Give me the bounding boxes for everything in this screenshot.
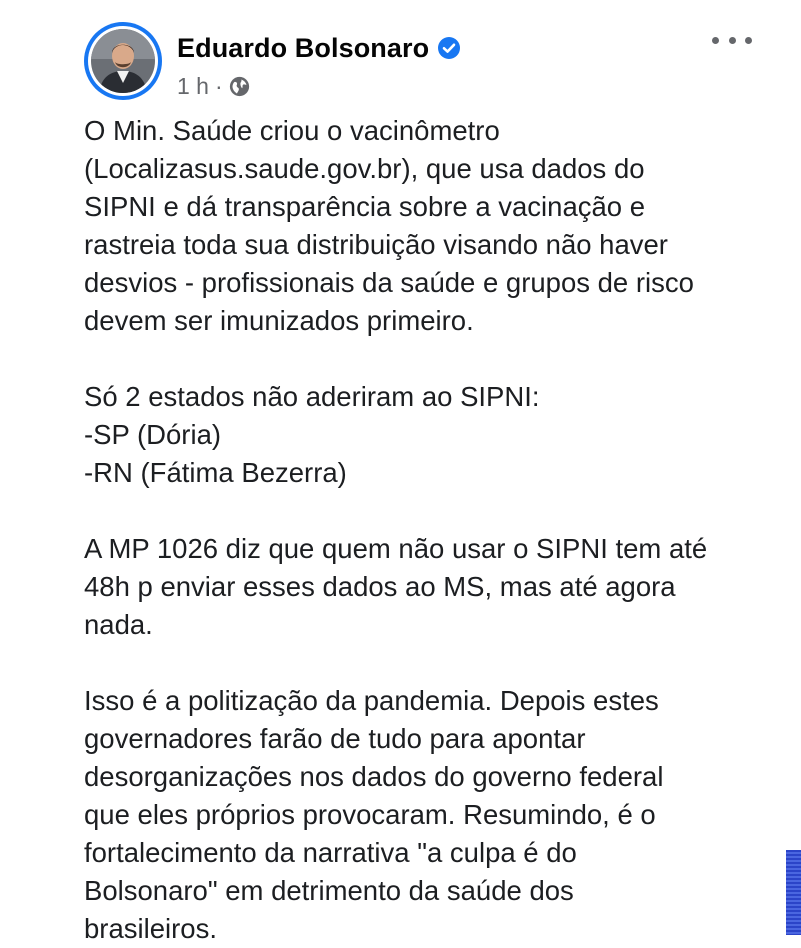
post-paragraph: O Min. Saúde criou o vacinômetro (Localizasus.saude.gov.br), que usa dados do SIPNI e dá transparência sobre a vacinação e rastreia toda sua distribuição visando não haver desvios - profissionais da saúde e grupos de risco devem ser imunizados primeiro.: [84, 115, 694, 336]
post-meta: [177, 72, 250, 100]
more-options-icon: [745, 37, 752, 44]
author-name[interactable]: Eduardo Bolsonaro: [177, 32, 430, 63]
post-text: [84, 112, 784, 948]
more-options-icon: [712, 37, 719, 44]
avatar-photo: [88, 26, 158, 96]
post-paragraph: Isso é a politização da pandemia. Depois estes governadores farão de tudo para apontar desorganizações nos dados do governo federal que eles próprios provocaram. Resumindo, é o fortalecimento da narrativa "a culpa é do Bolsonaro" em detrimento da saúde dos brasileiros.: [84, 685, 664, 944]
author-row: [177, 30, 461, 66]
post-paragraph: A MP 1026 diz que quem não usar o SIPNI tem até 48h p enviar esses dados ao MS, mas até agora nada.: [84, 533, 708, 640]
post-header: [84, 22, 784, 102]
post-timestamp[interactable]: 1 h: [177, 72, 209, 99]
more-options-button[interactable]: [712, 30, 752, 50]
more-options-icon: [729, 37, 736, 44]
verified-badge-icon: [437, 36, 461, 60]
globe-icon[interactable]: [229, 76, 250, 97]
meta-separator: ·: [214, 72, 223, 99]
post-paragraph: Só 2 estados não aderiram ao SIPNI: -SP (Dória) -RN (Fátima Bezerra): [84, 381, 540, 488]
profile-photo-icon: [91, 29, 155, 93]
adjacent-window-edge: [786, 850, 801, 935]
author-avatar[interactable]: [84, 22, 162, 100]
